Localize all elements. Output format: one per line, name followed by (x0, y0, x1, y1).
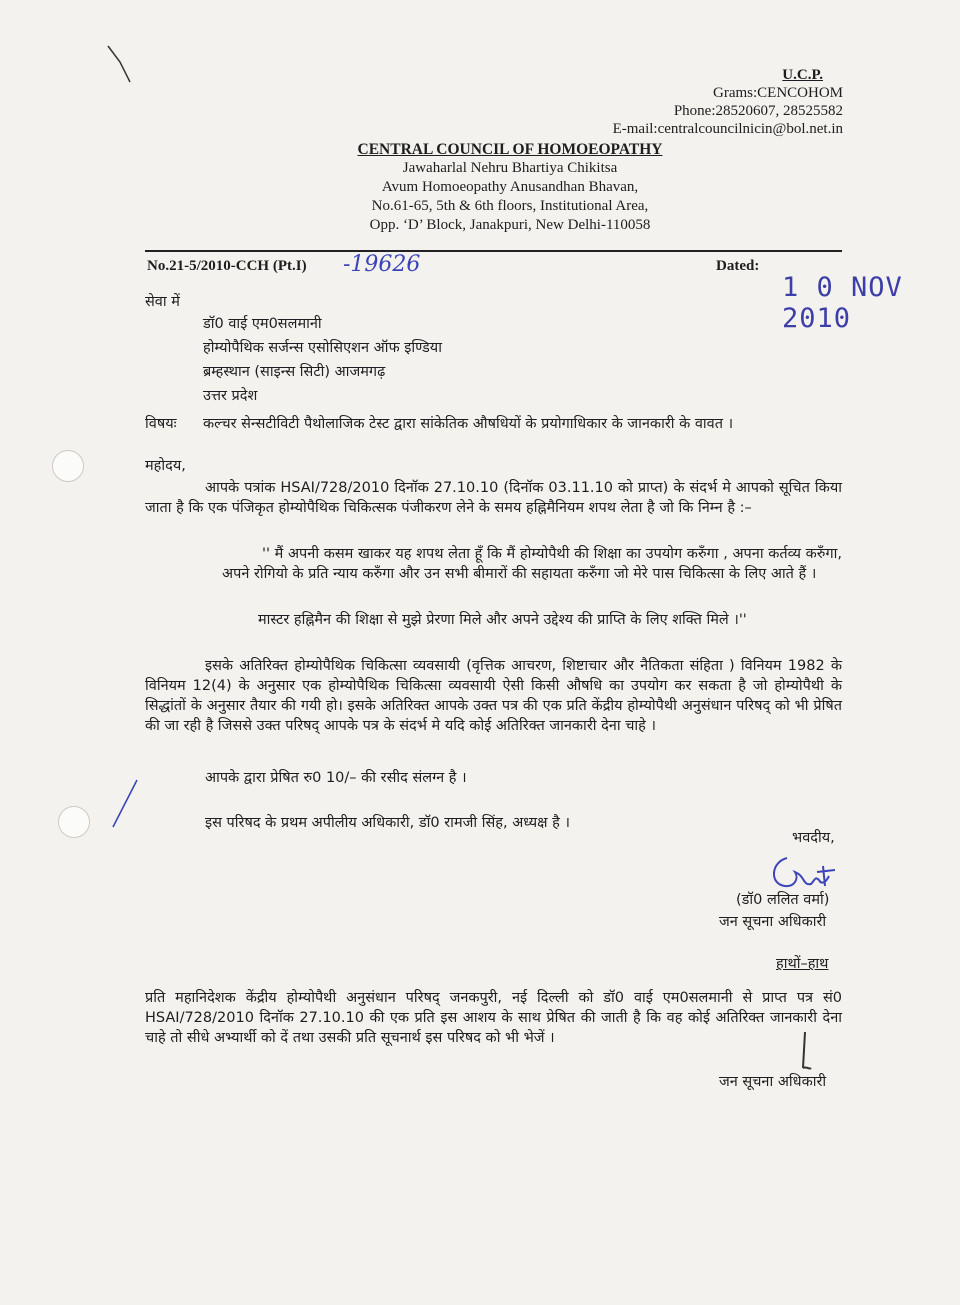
phone-line: Phone:28520607, 28525582 (673, 103, 843, 119)
recipient-line: होम्योपैथिक सर्जन्स एसोसिएशन ऑफ इण्डिया (203, 340, 442, 356)
dated-label: Dated: (716, 258, 760, 274)
handwritten-dispatch-number: -19626 (343, 252, 421, 277)
signatory-designation: जन सूचना अधिकारी (719, 914, 827, 930)
greeting: महोदय, (145, 458, 186, 474)
appellate-officer-note: इस परिषद के प्रथम अपीलीय अधिकारी, डॉ0 रामजी सिंह, अध्यक्ष है । (205, 815, 570, 831)
subject-text: कल्चर सेन्सटीविटी पैथोलाजिक टेस्ट द्वारा सांकेतिक औषधियों के प्रयोगाधिकार के जानकारी के वावत । (203, 416, 734, 432)
header-divider (145, 250, 842, 252)
recipient-line: उत्तर प्रदेश (203, 388, 258, 404)
ucp-label: U.C.P. (782, 67, 823, 83)
address-line: Avum Homoeopathy Anusandhan Bhavan, (381, 179, 639, 195)
grams-line: Grams:CENCOHOM (713, 85, 843, 101)
recipient-address (203, 312, 442, 408)
organization-name: CENTRAL COUNCIL OF HOMOEOPATHY (357, 141, 663, 158)
address-line: No.61-65, 5th & 6th floors, Institutional Area, (371, 198, 649, 214)
pen-tick-mark-top (100, 40, 140, 90)
body-paragraph-2: इसके अतिरिक्त होम्योपैथिक चिकित्सा व्यवसायी (वृत्तिक आचरण, शिष्टाचार और नैतिकता संहिता ) विनियम 1982 के विनियम 12(4) के अनुसार एक होम्योपैथिक चिकित्सा व्यवसायी ऐसी किसी औषधि का उपयोग कर सकता है जो होम्योपैथी के सिद्धांतों के अनुसार तैयार की गयी हो। इसके अतिरिक्त आपके उक्त पत्र की एक प्रति केंद्रीय होम्योपैथी अनुसंधान परिषद् को भी प्रेषित की जा रही है जिससे उक्त परिषद् आपके पत्र के संदर्भ मे यदि कोई अतिरिक्त जानकारी देना चाहे । (145, 658, 842, 734)
to-label: सेवा में (145, 294, 180, 310)
initial-mark (795, 1028, 815, 1073)
punch-hole-top (52, 450, 84, 482)
address-line: Opp. ‘D’ Block, Janakpuri, New Delhi-110058 (369, 217, 651, 233)
receipt-note: आपके द्वारा प्रेषित रु0 10/– की रसीद संलग्न है । (205, 770, 467, 786)
pen-tick-mark-left (105, 775, 145, 835)
recipient-line: डॉ0 वाई एम0सलमानी (203, 316, 322, 332)
signatory-name: (डॉ0 ललित वर्मा) (736, 892, 830, 908)
punch-hole-bottom (58, 806, 90, 838)
copy-paragraph: प्रति महानिदेशक केंद्रीय होम्योपैथी अनुसंधान परिषद् जनकपुरी, नई दिल्ली को डॉ0 वाई एम0सलमानी से प्राप्त पत्र सं0 HSAI/728/2010 दिनॉक 27.10.10 की एक प्रति इस आशय के साथ प्रेषित की जाती है कि वह कोई अतिरिक्त जानकारी देना चाहे तो सीधे अभ्यार्थी को दें तथा उसकी प्रति सूचनार्थ इस परिषद को भी भेजें । (145, 990, 842, 1046)
reference-number: No.21-5/2010-CCH (Pt.I) (147, 258, 307, 274)
date-stamp: 1 0 NOV 2010 (782, 272, 903, 334)
oath-quote: '' मैं अपनी कसम खाकर यह शपथ लेता हूँ कि मैं होम्योपैथी की शिक्षा का उपयोग करुँगा , अपना कर्तव्य करुँगा, अपने रोगियो के प्रति न्याय करुँगा और उन सभी बीमारों की सहायता करुँगा जो मेरे पास चिकित्सा के लिए आते हैं । (222, 546, 842, 582)
oath-quote-closing: मास्टर हह्निमैन की शिक्षा से मुझे प्रेरणा मिले और अपने उद्देश्य की प्राप्ति के लिए शक्ति मिले ।'' (258, 612, 747, 628)
organization-block (280, 140, 740, 235)
copy-designation: जन सूचना अधिकारी (719, 1074, 827, 1090)
header-contact (613, 66, 843, 138)
body-paragraph-1: आपके पत्रांक HSAI/728/2010 दिनॉक 27.10.10 (दिनॉक 03.11.10 को प्राप्त) के संदर्भ मे आपको सूचित किया जाता है कि एक पंजिकृत होम्योपैथिक चिकित्सक पंजीकरण लेने के समय हह्निमैनियम शपथ लेता है जो कि निम्न है :– (145, 480, 842, 516)
subject-label: विषयः (145, 416, 177, 432)
copy-heading: हाथों–हाथ (776, 956, 829, 972)
recipient-line: ब्रम्हस्थान (साइन्स सिटी) आजमगढ़ (203, 364, 386, 380)
email-line: E-mail:centralcouncilnicin@bol.net.in (612, 121, 843, 137)
address-line: Jawaharlal Nehru Bhartiya Chikitsa (402, 160, 618, 176)
closing-line: भवदीय, (792, 830, 835, 846)
